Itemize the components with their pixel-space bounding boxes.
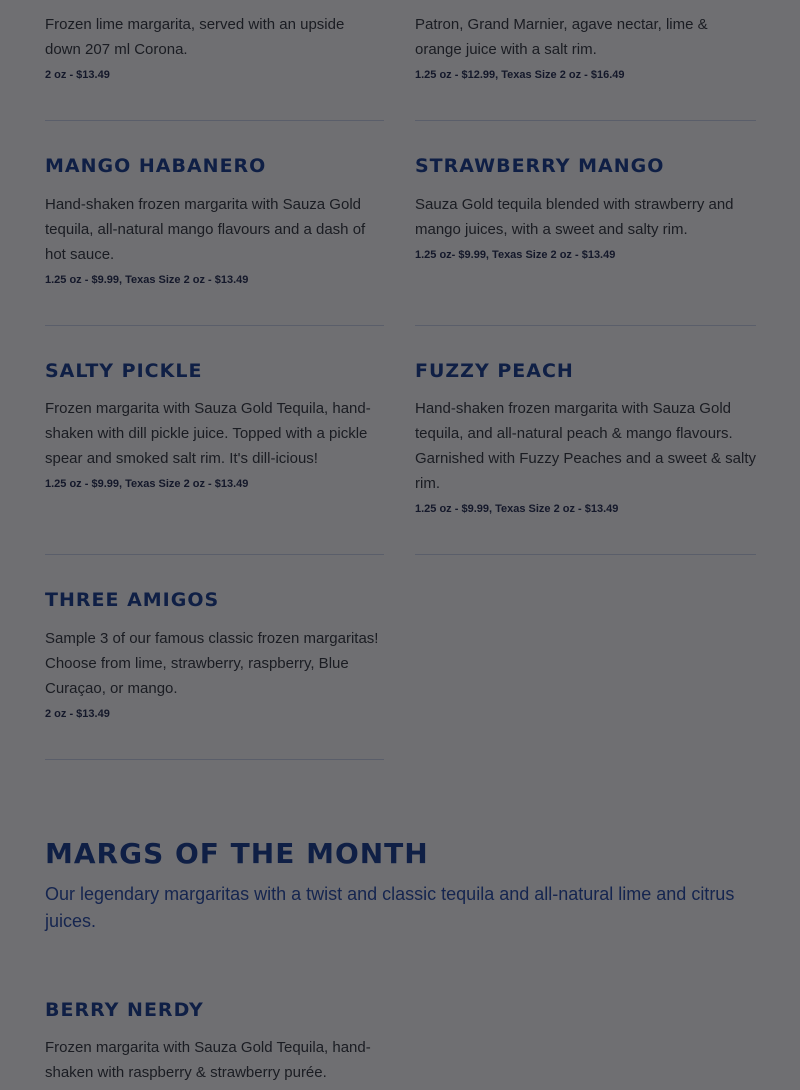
menu-item-top-left: [45, 12, 384, 121]
menu-item-salty-pickle: [45, 360, 384, 555]
item-description: Hand-shaken frozen margarita with Sauza Gold tequila, and all-natural peach & mango flavours. Garnished with Fuzzy Peaches and a sweet & salty rim.: [415, 400, 757, 492]
item-description: Sample 3 of our famous classic frozen margaritas! Choose from lime, strawberry, raspberry, Blue Curaçao, or mango.: [45, 630, 379, 697]
item-price: 1.25 oz - $9.99, Texas Size 2 oz - $13.49: [45, 274, 249, 286]
menu-item-fuzzy-peach: [415, 360, 756, 555]
item-description: Patron, Grand Marnier, agave nectar, lime & orange juice with a salt rim.: [415, 16, 708, 58]
menu-item-mango-habanero: [45, 155, 384, 326]
item-price: 1.25 oz - $12.99, Texas Size 2 oz - $16.49: [415, 69, 625, 81]
item-description: Frozen margarita with Sauza Gold Tequila, hand-shaken with raspberry & strawberry purée.: [45, 1039, 371, 1081]
item-title: SALTY PICKLE: [45, 360, 203, 382]
section-title: MARGS OF THE MONTH: [45, 837, 429, 870]
item-title: STRAWBERRY MANGO: [415, 155, 665, 177]
menu-item-berry-nerdy: [45, 999, 384, 1085]
item-description: Sauza Gold tequila blended with strawberry and mango juices, with a sweet and salty rim.: [415, 196, 734, 238]
item-price: 2 oz - $13.49: [45, 69, 110, 81]
item-title: BERRY NERDY: [45, 999, 204, 1021]
item-description: Hand-shaken frozen margarita with Sauza Gold tequila, all-natural mango flavours and a dash of hot sauce.: [45, 196, 366, 263]
section-subtitle: Our legendary margaritas with a twist and classic tequila and all-natural lime and citrus juices.: [45, 884, 735, 931]
menu-item-three-amigos: [45, 589, 384, 760]
menu-item-top-right: [415, 12, 756, 121]
item-price: 2 oz - $13.49: [45, 708, 110, 720]
item-description: Frozen margarita with Sauza Gold Tequila, hand-shaken with dill pickle juice. Topped with a pickle spear and smoked salt rim. It's dill-icious!: [45, 400, 371, 467]
item-price: 1.25 oz- $9.99, Texas Size 2 oz - $13.49: [415, 249, 616, 261]
item-description: Frozen lime margarita, served with an upside down 207 ml Corona.: [45, 16, 345, 58]
item-title: FUZZY PEACH: [415, 360, 574, 382]
item-title: THREE AMIGOS: [45, 589, 220, 611]
item-price: 1.25 oz - $9.99, Texas Size 2 oz - $13.49: [45, 478, 249, 490]
menu-item-strawberry-mango: [415, 155, 756, 326]
item-title: MANGO HABANERO: [45, 155, 267, 177]
item-price: 1.25 oz - $9.99, Texas Size 2 oz - $13.49: [415, 503, 619, 515]
